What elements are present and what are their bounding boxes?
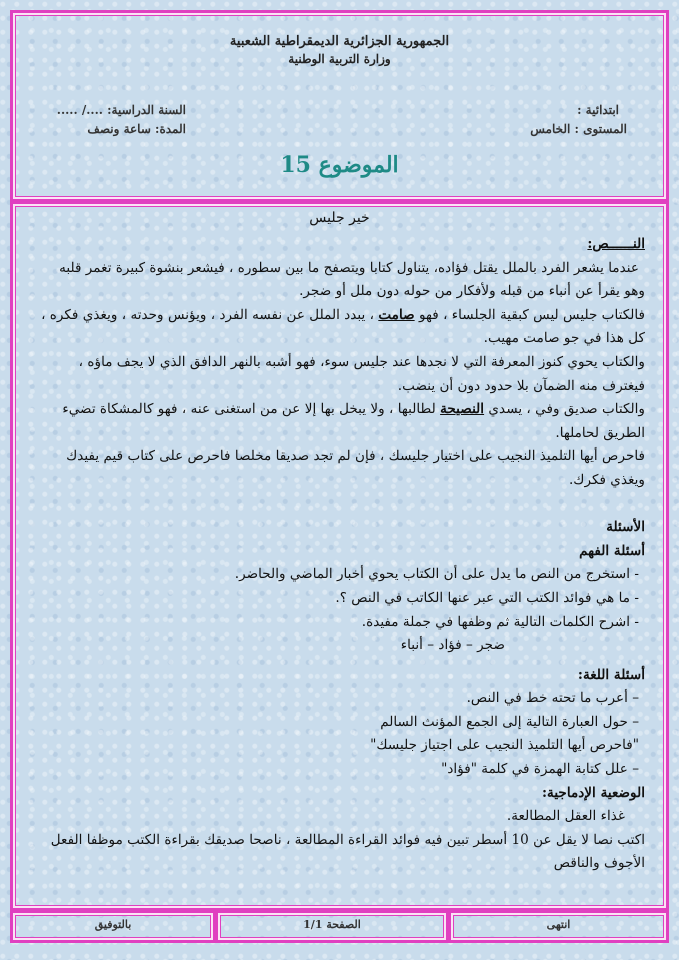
integration-task: الأجوف والناقص	[553, 855, 645, 872]
text-line: والكتاب يحوي كنوز المعرفة التي لا نجدها عند جليس سوء، فهو أشبه بالنهر الدافق الذي لا يجف ماؤه ،	[78, 353, 645, 370]
text-line	[25, 304, 645, 328]
main-content	[25, 233, 645, 876]
comprehension-question: - استخرج من النص ما يدل على أن الكتاب يحوي أخبار الماضي والحاضر.	[234, 566, 639, 583]
text-line: وهو يقرأ عن أنباء من قبله ولأفكار من حوله دون ملل أو ضجر.	[299, 283, 645, 300]
text-line	[25, 398, 645, 422]
footer-middle-box	[215, 910, 449, 943]
text-label: النــــــص:	[587, 236, 645, 252]
text-fragment: والكتاب صديق وفي ، يسدي	[484, 401, 645, 418]
comprehension-title: أسئلة الفهم	[579, 542, 645, 559]
text-line: عندما يشعر الفرد بالملل يقتل فؤاده، يتناول كتابا ويتصفح ما بين سطوره ، فيشعر بنشوة كبيرة تغمر قلبه	[59, 259, 639, 276]
footer-left-box	[10, 910, 216, 943]
language-question: – حول العبارة التالية إلى الجمع المؤنث السالم	[380, 713, 639, 730]
duration-field: المدة: ساعة ونصف	[87, 122, 186, 136]
text-line: ويغذي فكرك.	[568, 471, 645, 488]
footer-end-label: انتهى	[546, 918, 571, 931]
school-field: ابتدائية :	[577, 103, 619, 117]
footer-right-box	[448, 910, 669, 943]
footer-page-number: الصفحة 1/1	[303, 918, 361, 931]
comprehension-question: - اشرح الكلمات التالية ثم وظفها في جملة مفيدة.	[361, 613, 639, 630]
subject-number: الموضوع 15	[280, 152, 399, 178]
school-year-field: السنة الدراسية: ..../ .....	[56, 103, 186, 117]
questions-title: الأسئلة	[606, 519, 645, 536]
footer-good-luck: بالتوفيق	[94, 918, 132, 931]
underlined-word-nasiha: النصيحة	[440, 401, 485, 418]
comprehension-question: - ما هي فوائد الكتب التي عبر عنها الكاتب في النص ؟.	[335, 589, 639, 606]
text-line: فيغترف منه الضمآن بلا حدود دون أن ينضب.	[397, 377, 645, 394]
text-fragment: لطالبها ، ولا يبخل بها إلا عن من استغنى عنه ، فهو كالمشكاة تضيء	[62, 401, 441, 418]
language-title: أسئلة اللغة:	[577, 666, 645, 683]
integration-task: اكتب نصا لا يقل عن 10 أسطر تبين فيه فوائد القراءة المطالعة ، ناصحا صديقك بقراءة الكتب موظفا الفعل	[50, 831, 645, 848]
vocabulary-words: ضجر – فؤاد – أنباء	[400, 637, 505, 654]
text-title: خير جليس	[309, 210, 370, 226]
text-line: فاحرص أيها التلميذ النجيب على اختيار جليسك ، فإن لم تجد صديقا مخلصا فاحرص على كتاب قيم يفيدك	[66, 448, 645, 465]
integration-theme: غذاء العقل المطالعة.	[506, 808, 625, 825]
text-line: كل هذا في جو صامت مهيب.	[483, 330, 645, 347]
ministry-title: وزارة التربية الوطنية	[288, 52, 391, 66]
language-question: – علل كتابة الهمزة في كلمة "فؤاد"	[441, 761, 639, 778]
text-line: الطريق لحاملها.	[555, 424, 645, 441]
text-fragment: ، يبدد الملل عن نفسه الفرد ، ويؤنس وحدته ، ويغذي فكره ،	[41, 306, 379, 323]
underlined-word-samet: صامت	[378, 306, 415, 323]
level-field: المستوى : الخامس	[530, 122, 627, 136]
integration-title: الوضعية الإدماجية:	[542, 784, 645, 801]
republic-title: الجمهورية الجزائرية الديمقراطية الشعبية	[229, 34, 450, 49]
language-question: "فاحرص أيها التلميذ النجيب على اجتياز جليسك"	[370, 737, 639, 754]
text-fragment: فالكتاب جليس ليس كبقية الجلساء ، فهو	[414, 306, 645, 323]
language-question: – أعرب ما تحته خط في النص.	[466, 690, 639, 707]
